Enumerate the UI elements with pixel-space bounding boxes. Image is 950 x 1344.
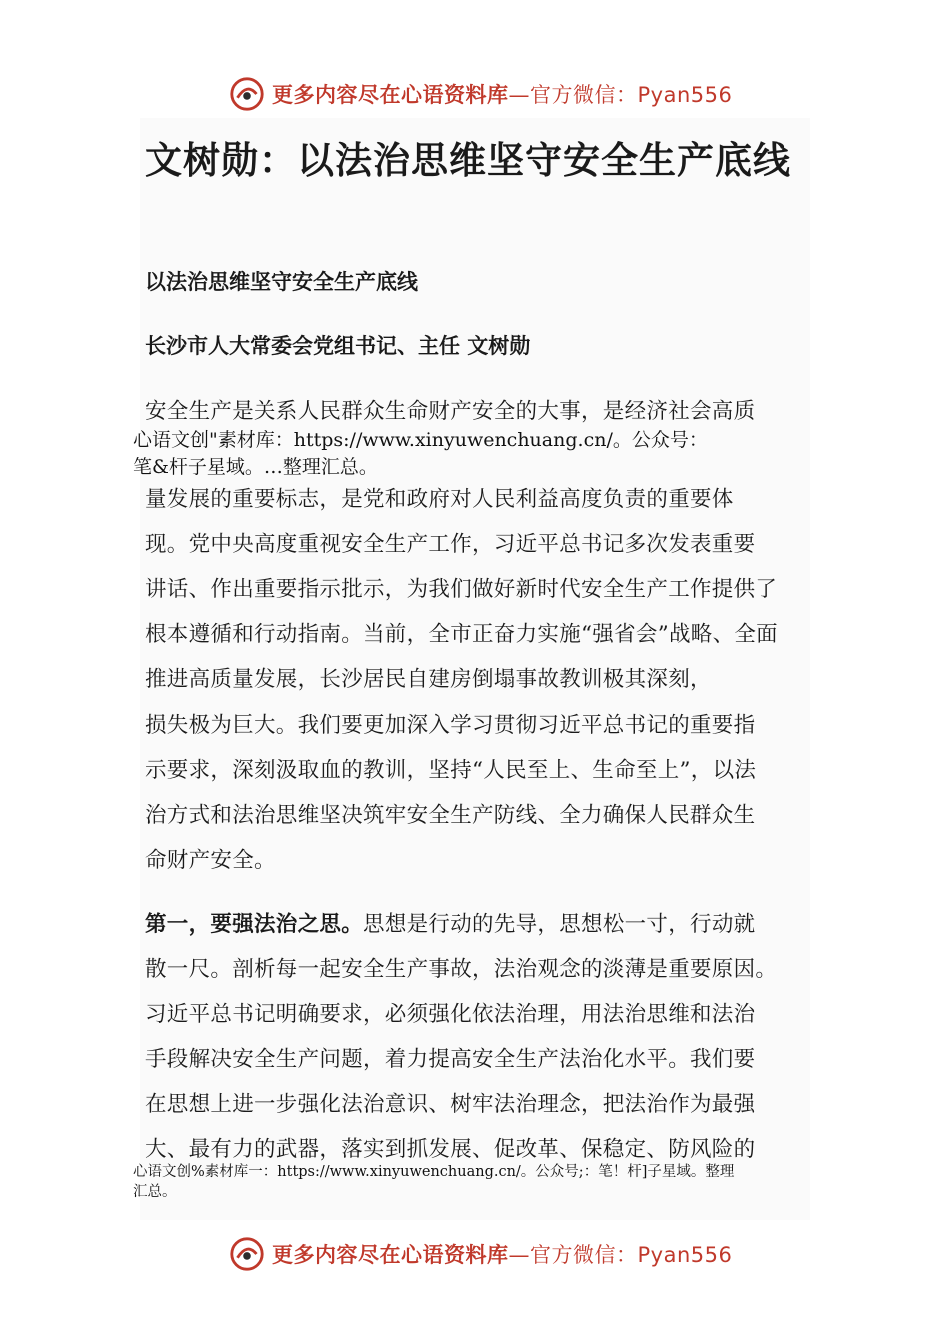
paragraph-line: 安全生产是关系人民群众生命财产安全的大事，是经济社会高质 (145, 399, 756, 424)
paragraph-line: 在思想上进一步强化法治意识、树牢法治理念，把法治作为最强 (145, 1092, 756, 1117)
paragraph-line: 推进高质量发展，长沙居民自建房倒塌事故教训极其深刻， (145, 667, 712, 692)
paragraph-line: 散一尺。剖析每一起安全生产事故，法治观念的淡薄是重要原因。 (145, 957, 778, 982)
paragraph-line: 第一，要强法治之思。思想是行动的先导，思想松一寸，行动就 (145, 912, 756, 937)
watermark-text: 心语文创"素材库：https://www.xinyuwenchuang.cn/。公众号： (133, 429, 708, 451)
document-title: 文树勋：以法治思维坚守安全生产底线 (145, 139, 791, 182)
section-heading: 第一，要强法治之思。 (145, 912, 364, 937)
brand-logo-icon (228, 75, 266, 113)
article-subtitle: 以法治思维坚守安全生产底线 (145, 270, 418, 294)
paragraph-line: 根本遵循和行动指南。当前，全市正奋力实施“强省会”战略、全面 (145, 622, 778, 647)
banner-text: 更多内容尽在心语资料库—官方微信：Pyan556 (272, 1243, 733, 1267)
footer-banner (228, 1234, 733, 1274)
paragraph-line: 示要求，深刻汲取血的教训，坚持“人民至上、生命至上”，以法 (145, 758, 757, 783)
watermark-text: 心语文创%素材库一：https://www.xinyuwenchuang.cn/。公众号;：笔！杆]子星域。整理 (133, 1164, 735, 1180)
paragraph-line: 命财产安全。 (145, 848, 276, 873)
watermark-text: 笔&杆子星域。…整理汇总。 (133, 456, 378, 478)
banner-text: 更多内容尽在心语资料库—官方微信：Pyan556 (272, 83, 733, 107)
paragraph-line: 手段解决安全生产问题，着力提高安全生产法治化水平。我们要 (145, 1047, 756, 1072)
brand-logo-icon (228, 1235, 266, 1273)
paragraph-line: 讲话、作出重要指示批示，为我们做好新时代安全生产工作提供了 (145, 577, 778, 602)
paragraph-line: 损失极为巨大。我们要更加深入学习贯彻习近平总书记的重要指 (145, 713, 756, 738)
watermark-text: 汇总。 (133, 1184, 177, 1200)
article-author: 长沙市人大常委会党组书记、主任 文树勋 (145, 334, 531, 358)
paragraph-line: 治方式和法治思维坚决筑牢安全生产防线、全力确保人民群众生 (145, 803, 756, 828)
paragraph-line: 习近平总书记明确要求，必须强化依法治理，用法治思维和法治 (145, 1002, 756, 1027)
paragraph-line: 量发展的重要标志，是党和政府对人民利益高度负责的重要体 (145, 487, 734, 512)
paragraph-line: 大、最有力的武器，落实到抓发展、促改革、保稳定、防风险的 (145, 1137, 756, 1162)
paragraph-line: 现。党中央高度重视安全生产工作，习近平总书记多次发表重要 (145, 532, 756, 557)
header-banner (228, 74, 733, 114)
